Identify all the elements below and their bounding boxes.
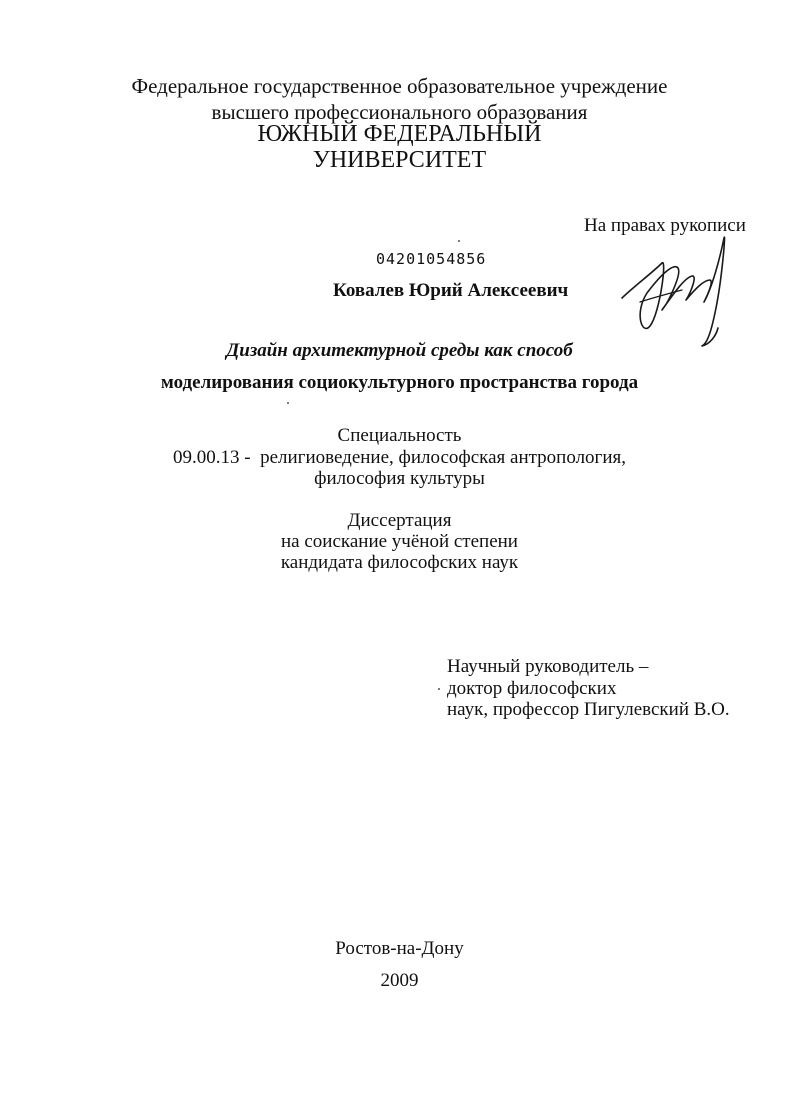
handwritten-signature-icon xyxy=(612,218,752,358)
dissertation-title-line-2: моделирования социокультурного пространства города xyxy=(160,372,639,393)
degree-line-2: кандидата философских наук xyxy=(280,552,519,573)
author-name: Ковалев Юрий Алексеевич xyxy=(333,280,569,301)
supervisor-line-3: наук, профессор Пигулевский В.О. xyxy=(447,699,730,720)
institution-line-4: УНИВЕРСИТЕТ xyxy=(312,147,487,173)
scan-speck xyxy=(458,240,460,242)
dissertation-title-line-1: Дизайн архитектурной среды как способ xyxy=(226,340,573,361)
institution-line-2: высшего профессионального образования xyxy=(211,100,588,124)
document-number: 04201054856 xyxy=(376,250,487,268)
city: Ростов-на-Дону xyxy=(335,938,464,959)
specialty-line-1: 09.00.13 - религиоведение, философская антропология, xyxy=(173,447,626,468)
year: 2009 xyxy=(380,970,419,991)
institution-line-3: ЮЖНЫЙ ФЕДЕРАЛЬНЫЙ xyxy=(257,121,542,147)
manuscript-note: На правах рукописи xyxy=(584,215,746,236)
institution-line-1: Федеральное государственное образовательное учреждение xyxy=(131,74,668,98)
supervisor-line-2: доктор философских xyxy=(447,678,617,699)
specialty-line-2: философия культуры xyxy=(314,468,485,489)
dissertation-label: Диссертация xyxy=(347,510,452,531)
scan-speck xyxy=(287,402,289,404)
scan-speck xyxy=(438,688,440,690)
specialty-label: Специальность xyxy=(337,425,462,446)
supervisor-line-1: Научный руководитель – xyxy=(447,656,649,677)
degree-line-1: на соискание учёной степени xyxy=(281,531,518,552)
